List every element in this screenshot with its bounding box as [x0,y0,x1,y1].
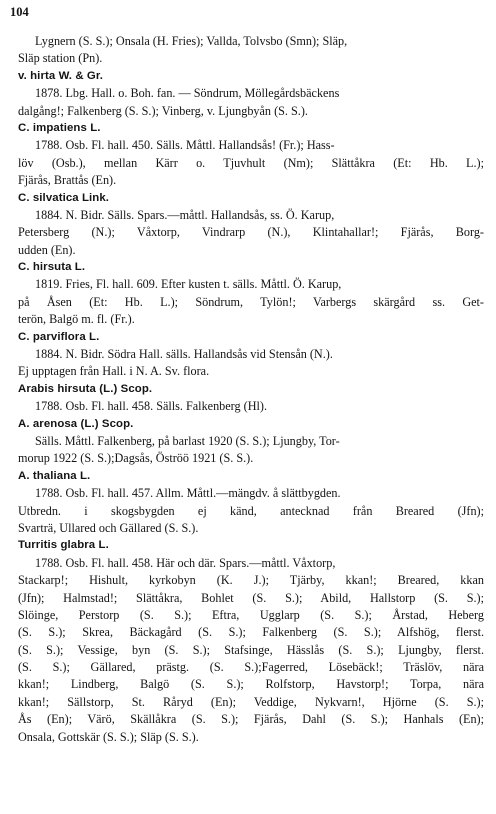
text-line: Sälls. Måttl. Falkenberg, på barlast 1920 (S. S.); Ljungby, Tor- [35,433,340,448]
taxon-heading: Turritis glabra L. [18,539,109,552]
text-line: Slöinge, Perstorp (S. S.); Eftra, Ugglarp (S. S.); Årstad, Heberg [18,607,484,622]
text-line: (S. S.); Vessige, byn (S. S.); Stafsinge, Hässlås (S. S.); Ljungby, flerst. [18,642,484,657]
text-line: Släp station (Pn). [18,51,103,66]
taxon-heading: C. impatiens L. [18,121,101,134]
text-line: löv (Osb.), mellan Kärr o. Tjuvhult (Nm); Slättåkra (Et: Hb. L.); [18,155,484,170]
text-line: Lygnern (S. S.); Onsala (H. Fries); Vallda, Tolvsbo (Smn); Släp, [35,34,348,48]
text-line: 1788. Osb. Fl. hall. 458. Här och där. Spars.—måttl. Våxtorp, [35,555,336,570]
text-line: terön, Balgö m. fl. (Fr.). [18,312,135,327]
taxon-heading: C. hirsuta L. [18,261,86,274]
text-line: kkan!; Sällstorp, St. Råryd (En); Veddige, Nykvarn!, Hjörne (S. S.); [18,694,484,709]
text-line: Ås (En); Värö, Skällåkra (S. S.); Fjärås, Dahl (S. S.); Hanhals (En); [18,712,484,727]
text-line: 1884. N. Bidr. Sälls. Spars.—måttl. Hallandsås, ss. Ö. Karup, [35,207,335,222]
text-line: Svarträ, Ullared och Gällared (S. S.). [18,520,199,535]
text-line: 1788. Osb. Fl. hall. 457. Allm. Måttl.—mängdv. å slättbygden. [35,486,341,501]
text-line: på Åsen (Et: Hb. L.); Söndrum, Tylön!; Varbergs skärgård ss. Get- [18,294,484,309]
text-line: (Jfn); Halmstad!; Slättåkra, Bohlet (S. S.); Abild, Hallstorp (S. S.); [18,590,484,605]
taxon-heading: v. hirta W. & Gr. [18,69,104,82]
text-line: 1788. Osb. Fl. hall. 450. Sälls. Måttl. Hallandsås! (Fr.); Hass- [35,138,335,153]
taxon-heading: C. silvatica Link. [18,191,110,204]
text-line: Stackarp!; Hishult, kyrkobyn (K. J.); Tjärby, kkan!; Breared, kkan [18,573,484,588]
taxon-heading: A. thaliana L. [18,469,91,482]
page-body [18,33,484,746]
page-number: 104 [10,5,29,19]
text-line: 1819. Fries, Fl. hall. 609. Efter kusten t. sälls. Måttl. Ö. Karup, [35,277,342,292]
text-line: kkan!; Lindberg, Balgö (S. S.); Rolfstorp, Havstorp!; Torpa, nära [18,677,484,692]
taxon-heading: C. parviflora L. [18,330,100,343]
text-line: 1788. Osb. Fl. hall. 458. Sälls. Falkenberg (Hl). [35,399,268,414]
text-line: (S. S.); Gällared, prästg. (S. S.);Fagerred, Lösebäck!; Träslöv, nära [18,660,484,675]
taxon-heading: Arabis hirsuta (L.) Scop. [18,382,153,395]
text-line: (S. S.); Skrea, Bäckagård (S. S.); Falkenberg (S. S.); Alfshög, flerst. [18,625,484,640]
text-line: Utbredn. i skogsbygden ej känd, antecknad från Breared (Jfn); [18,503,484,518]
text-line: morup 1922 (S. S.);Dagsås, Öströö 1921 (S. S.). [18,451,254,466]
text-line: udden (En). [18,242,76,257]
text-line: 1884. N. Bidr. Södra Hall. sälls. Hallandsås vid Stensån (N.). [35,347,333,362]
text-line: 1878. Lbg. Hall. o. Boh. fan. — Söndrum, Möllegårdsbäckens [35,86,340,101]
taxon-heading: A. arenosa (L.) Scop. [18,417,134,430]
text-line: Fjärås, Brattås (En). [18,173,117,188]
text-line: Ej upptagen från Hall. i N. A. Sv. flora. [18,364,210,379]
text-line: Onsala, Gottskär (S. S.); Släp (S. S.). [18,729,199,744]
text-line: Petersberg (N.); Våxtorp, Vindrarp (N.), Klintahallar!; Fjärås, Borg- [18,225,484,240]
text-line: dalgång!; Falkenberg (S. S.); Vinberg, v. Ljungbyån (S. S.). [18,103,308,118]
